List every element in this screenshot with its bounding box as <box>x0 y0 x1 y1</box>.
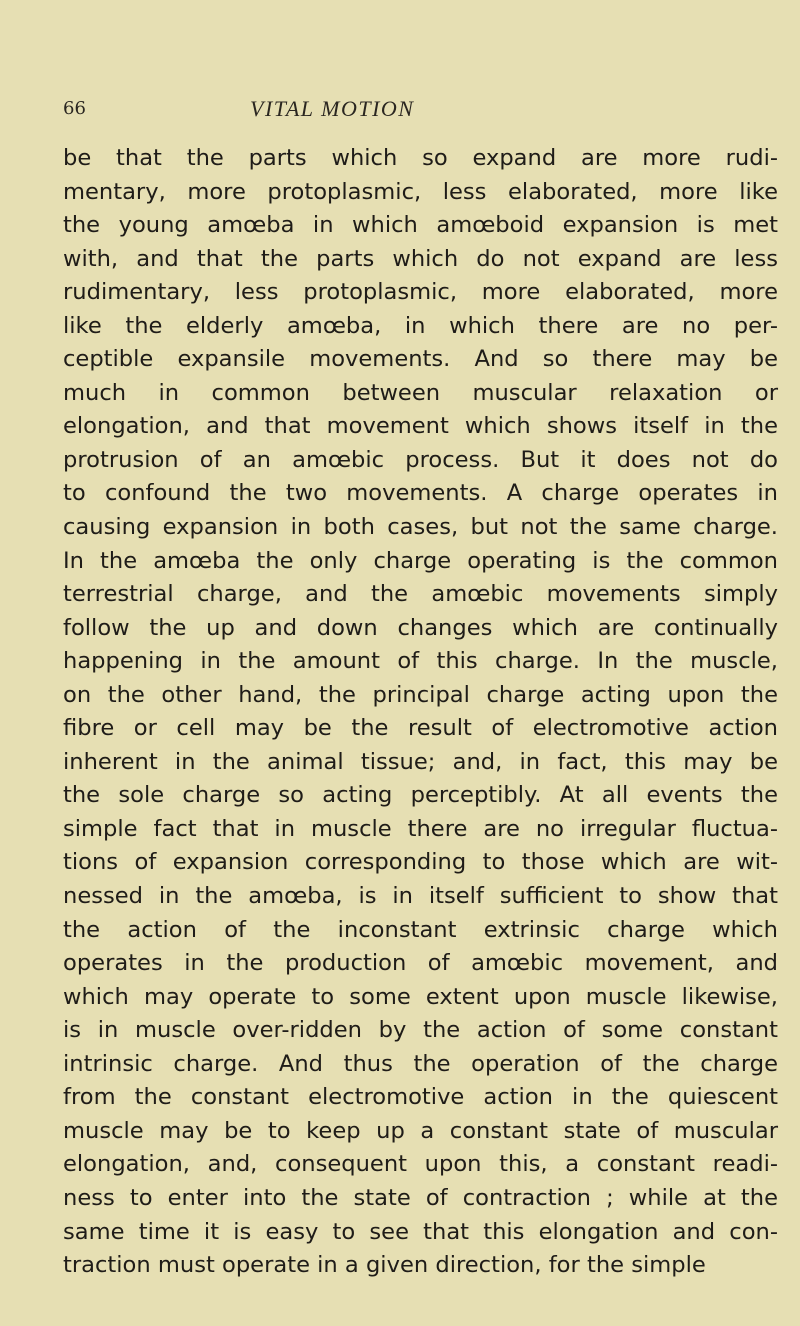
text-line: In the amœba the only charge operating is the common <box>63 547 778 574</box>
text-line: inherent in the animal tissue; and, in fact, this may be <box>63 748 778 775</box>
text-line: with, and that the parts which do not expand are less <box>63 245 778 272</box>
text-line: ness to enter into the state of contraction ; while at the <box>63 1184 778 1211</box>
text-line: which may operate to some extent upon muscle likewise, <box>63 983 778 1010</box>
text-line: muscle may be to keep up a constant state of muscular <box>63 1117 778 1144</box>
text-line: much in common between muscular relaxation or <box>63 379 778 406</box>
text-line: from the constant electromotive action in the quiescent <box>63 1084 778 1111</box>
text-line: causing expansion in both cases, but not the same charge. <box>63 514 778 541</box>
text-line: rudimentary, less protoplasmic, more elaborated, more <box>63 279 778 306</box>
text-line: the sole charge so acting perceptibly. At all events the <box>63 782 778 809</box>
page-number: 66 <box>63 98 86 119</box>
text-line: ceptible expansile movements. And so there may be <box>63 346 778 373</box>
running-title: VITAL MOTION <box>250 96 415 121</box>
text-line: fibre or cell may be the result of electromotive action <box>63 715 778 742</box>
text-line: nessed in the amœba, is in itself sufficient to show that <box>63 883 778 910</box>
text-line: tions of expansion corresponding to those which are wit- <box>63 849 778 876</box>
running-head <box>63 98 763 128</box>
text-line: to confound the two movements. A charge operates in <box>63 480 778 507</box>
text-line: protrusion of an amœbic process. But it does not do <box>63 446 778 473</box>
text-line: the action of the inconstant extrinsic charge which <box>63 916 778 943</box>
text-line: happening in the amount of this charge. In the muscle, <box>63 648 778 675</box>
text-line: mentary, more protoplasmic, less elaborated, more like <box>63 178 778 205</box>
text-line: the young amœba in which amœboid expansion is met <box>63 212 778 239</box>
text-line: elongation, and, consequent upon this, a constant readi- <box>63 1151 778 1178</box>
text-line: be that the parts which so expand are more rudi- <box>63 145 778 171</box>
text-line: simple fact that in muscle there are no irregular fluctua- <box>63 815 778 842</box>
text-line: on the other hand, the principal charge acting upon the <box>63 681 778 708</box>
text-line: like the elderly amœba, in which there are no per- <box>63 312 778 339</box>
text-line: intrinsic charge. And thus the operation of the charge <box>63 1050 778 1077</box>
text-line: same time it is easy to see that this elongation and con- <box>63 1218 778 1245</box>
body-paragraph <box>63 142 778 1283</box>
text-line: operates in the production of amœbic movement, and <box>63 950 778 977</box>
text-line: elongation, and that movement which shows itself in the <box>63 413 778 440</box>
text-line: traction must operate in a given direction, for the simple <box>63 1252 706 1279</box>
text-line: terrestrial charge, and the amœbic movements simply <box>63 581 778 608</box>
text-line: follow the up and down changes which are continually <box>63 614 778 641</box>
text-line: is in muscle over-ridden by the action of some constant <box>63 1017 778 1044</box>
